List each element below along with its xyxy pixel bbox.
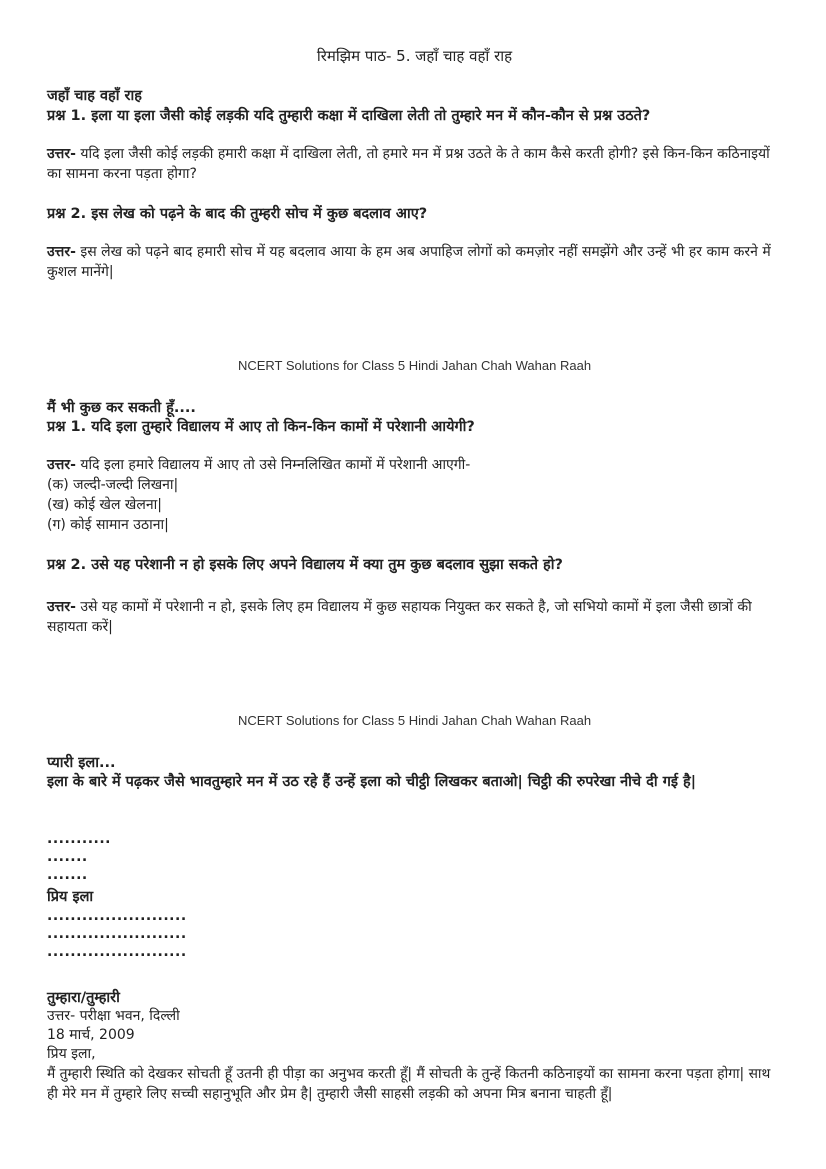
letter-outline-dots-top: ........... ....... ....... (47, 831, 112, 883)
answer-label: उत्तर- (47, 244, 76, 260)
letter-body: मैं तुम्हारी स्थिति को देखकर सोचती हूँ उतनी ही पीड़ा का अनुभव करती हूँ| मैं सोचती के तुन्हें कितनी कठिनाइयों का सामना करना पड़ता होगा| साथ ही मेरे मन में तुम्हारे लिए सच्ची सहानुभूति और प्रेम है| तुम्हारी जैसी साहसी लड़की को अपना मित्र बनाना चाहती हूँ| (47, 1066, 771, 1102)
answer-text: उसे यह कामों में परेशानी न हो, इसके लिए हम विद्यालय में कुछ सहायक नियुक्त कर सकते है, जो सभियो कामों में इला जैसी छात्रों की सहायता करें| (47, 599, 752, 635)
section2-question1: प्रश्न 1. यदि इला तुम्हारे विद्यालय में आए तो किन-किन कामों में परेशानी आयेगी? (47, 419, 475, 435)
page-title: रिमझिम पाठ- 5. जहाँ चाह वहाँ राह (316, 47, 513, 65)
answer-text: यदि इला हमारे विद्यालय में आए तो उसे निम्नलिखित कामों में परेशानी आएगी- (75, 457, 471, 473)
letter-greeting: प्रिय इला, (47, 1046, 96, 1062)
letter-salutation: प्रिय इला (47, 889, 94, 905)
section2-answer2 (47, 597, 782, 637)
list-item: (क) जल्दी-जल्दी लिखना| (47, 477, 179, 493)
answer-label: उत्तर- (47, 599, 76, 615)
answer-text: यदि इला जैसी कोई लड़की हमारी कक्षा में दाखिला लेती, तो हमारे मन में प्रश्न उठते के ते काम कैसे करती होगी? इसे किन-किन कठिनाइयों का सामना करना पड़ता होगा? (47, 146, 770, 182)
letter-outline-dots-mid: ........................ ........................ ........................ (47, 908, 187, 960)
section3-question: इला के बारे में पढ़कर जैसे भावतुम्हारे मन में उठ रहे हैं उन्हें इला को चीट्ठी लिखकर बताओ| चिट्ठी की रुपरेखा नीचे दी गई है| (47, 774, 697, 790)
section1-answer1 (47, 144, 782, 184)
letter-date: 18 मार्च, 2009 (47, 1027, 135, 1043)
letter-closing: तुम्हारा/तुम्हारी (47, 990, 120, 1006)
section2-heading: मैं भी कुछ कर सकती हूँ.... (47, 400, 196, 416)
section1-heading: जहाँ चाह वहाँ राह (47, 88, 142, 104)
section2-question2: प्रश्न 2. उसे यह परेशानी न हो इसके लिए अपने विद्यालय में क्या तुम कुछ बदलाव सुझा सकते हो? (47, 557, 563, 573)
section3-heading: प्यारी इला... (47, 755, 116, 771)
page-footer: NCERT Solutions for Class 5 Hindi Jahan Chah Wahan Raah (237, 358, 592, 373)
answer-text: इस लेख को पढ़ने बाद हमारी सोच में यह बदलाव आया के हम अब अपाहिज लोगों को कमज़ोर नहीं समझेंगे और उन्हें भी हर काम करने में कुशल मानेंगे| (47, 244, 771, 280)
section1-answer2 (47, 242, 782, 282)
page-footer: NCERT Solutions for Class 5 Hindi Jahan Chah Wahan Raah (237, 713, 592, 728)
letter-answer-header (47, 1007, 782, 1064)
list-item: (ग) कोई सामान उठाना| (47, 517, 169, 533)
section1-question2: प्रश्न 2. इस लेख को पढ़ने के बाद की तुम्हरी सोच में कुछ बदलाव आए? (47, 206, 428, 222)
list-item: (ख) कोई खेल खेलना| (47, 497, 162, 513)
letter-address: उत्तर- परीक्षा भवन, दिल्ली (47, 1008, 180, 1024)
section2-answer1 (47, 455, 782, 535)
answer-label: उत्तर- (47, 146, 76, 162)
answer-label: उत्तर- (47, 457, 76, 473)
section1-question1: प्रश्न 1. इला या इला जैसी कोई लड़की यदि तुम्हारी कक्षा में दाखिला लेती तो तुम्हारे मन में कौन-कौन से प्रश्न उठते? (47, 108, 651, 124)
